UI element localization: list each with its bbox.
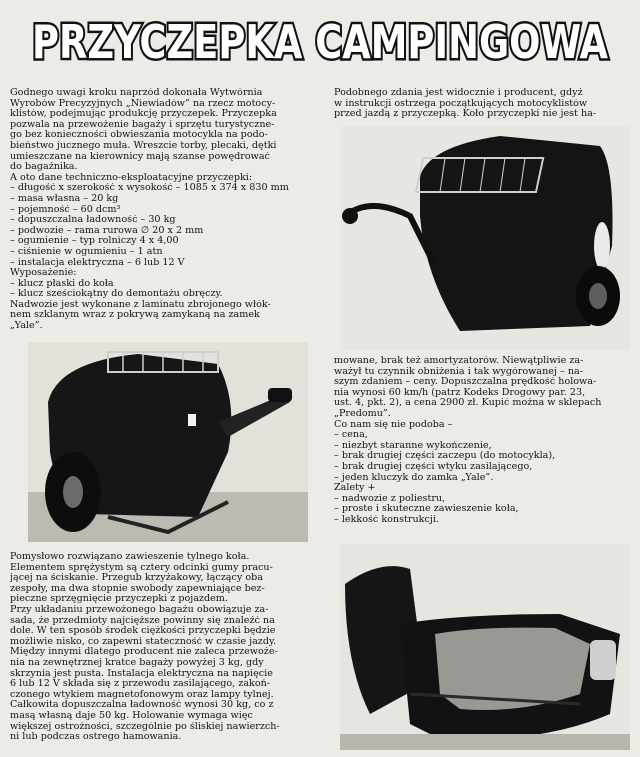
text-line: masą własną daje 50 kg. Holowanie wymaga więc bbox=[10, 710, 253, 721]
text-line: – klucz płaski do koła bbox=[10, 278, 114, 289]
title-text: PRZYCZEPKA CAMPINGOWA bbox=[32, 15, 609, 69]
text-line: Wyposażenie: bbox=[10, 268, 77, 279]
text-line: – lekkość konstrukcji. bbox=[334, 514, 439, 525]
text-line: nem szklanym wraz z pokrywą zamykaną na zamek bbox=[10, 310, 260, 321]
text-line: Elementem sprężystym są cztery odcinki gumy pracu- bbox=[10, 562, 273, 573]
text-line: Między innymi dlatego producent nie zaleca przewoże- bbox=[10, 647, 278, 658]
text-line: klistów, podejmując produkcję przyczepek. Przyczepka bbox=[10, 109, 277, 120]
text-line: czonego wtykiem magnetofonowym oraz lampy tylnej. bbox=[10, 689, 274, 700]
text-line: – jeden kluczyk do zamka „Yale”. bbox=[334, 472, 494, 483]
text-line: Nadwozie jest wykonane z laminatu zbrojonego włók- bbox=[10, 299, 271, 310]
text-line: pieczne sprzęgnięcie przyczepki z pojazdem. bbox=[10, 594, 228, 605]
text-line: – brak drugiej części wtyku zasilającego, bbox=[334, 461, 533, 472]
text-line: ni lub podczas ostrego hamowania. bbox=[10, 732, 182, 743]
text-line: ważył tu czynnik obniżenia i tak wygórowanej – na- bbox=[334, 366, 583, 377]
text-line: bieństwo jucznego muła. Wreszcie torby, plecaki, dętki bbox=[10, 140, 277, 151]
text-line: – proste i skuteczne zawieszenie koła, bbox=[334, 504, 519, 515]
text-line: – ciśnienie w ogumieniu – 1 atn bbox=[10, 246, 163, 257]
text-line: – dopuszczalna ładowność – 30 kg bbox=[10, 215, 176, 226]
left-column-suspension bbox=[10, 552, 312, 743]
text-line: szym zdaniem – ceny. Dopuszczalna prędkość holowa- bbox=[334, 377, 597, 388]
text-line: Całkowita dopuszczalna ładowność wynosi 30 kg, co z bbox=[10, 700, 274, 711]
text-line: A oto dane techniczno-eksploatacyjne przyczepki: bbox=[10, 172, 253, 183]
text-line: – niezbyt staranne wykończenie, bbox=[334, 440, 492, 451]
text-line: – masa własna – 20 kg bbox=[10, 193, 119, 204]
text-line: mowane, brak też amortyzatorów. Niewątpliwie za- bbox=[334, 356, 584, 366]
title-lettering bbox=[28, 8, 612, 70]
text-line: 6 lub 12 V składa się z przewodu zasilającego, zakoń- bbox=[10, 679, 271, 690]
text-line: – ogumienie – typ rolniczy 4 x 4,00 bbox=[10, 236, 179, 247]
trailer-side-photo bbox=[340, 126, 630, 350]
trailer-rear-photo bbox=[28, 342, 308, 542]
text-line: Pomysłowo rozwiązano zawieszenie tylnego koła. bbox=[10, 552, 250, 562]
right-column-verdict bbox=[334, 356, 630, 526]
text-line: zespoły, ma dwa stopnie swobody zapewniające bez- bbox=[10, 583, 265, 594]
text-line: – podwozie – rama rurowa ∅ 20 x 2 mm bbox=[10, 225, 204, 236]
text-line: przed jazdą z przyczepką. Koło przyczepki nie jest ha- bbox=[334, 109, 597, 120]
text-line: Godnego uwagi kroku naprzód dokonała Wytwórnia bbox=[10, 88, 263, 98]
text-line: ust. 4, pkt. 2), a cena 2900 zł. Kupić można w sklepach bbox=[334, 398, 602, 409]
text-line: Wyrobów Precyzyjnych „Niewiadów” na rzecz motocy- bbox=[10, 98, 276, 109]
text-line: „Predomu”. bbox=[334, 408, 391, 419]
left-column-intro bbox=[10, 88, 312, 332]
text-line: sada, że przedmioty najcięższe powinny się znaleźć na bbox=[10, 615, 275, 626]
text-line: umieszczane na kierownicy mają szanse powędrować bbox=[10, 151, 270, 162]
text-line: Podobnego zdania jest widocznie i producent, gdyż bbox=[334, 88, 583, 98]
text-line: nia wynosi 60 km/h (patrz Kodeks Drogowy par. 23, bbox=[334, 387, 586, 398]
trailer-rear-image bbox=[28, 342, 308, 542]
text-line: Przy układaniu przewożonego bagażu obowiązuje za- bbox=[10, 604, 269, 615]
text-line: – długość x szerokość x wysokość – 1085 x 374 x 830 mm bbox=[10, 183, 289, 194]
right-column-intro bbox=[334, 88, 630, 120]
text-line: „Yale”. bbox=[10, 321, 43, 332]
text-line: dole. W ten sposób środek ciężkości przyczepki będzie bbox=[10, 626, 276, 637]
trailer-side-image bbox=[340, 126, 630, 350]
text-line: go bez konieczności obwieszania motocykla na podo- bbox=[10, 130, 268, 141]
text-line: do bagażnika. bbox=[10, 162, 78, 173]
text-line: pozwala na przewożenie bagaży i sprzętu turystyczne- bbox=[10, 119, 275, 130]
trailer-open-lid-image bbox=[340, 544, 630, 750]
text-line: w instrukcji ostrzega początkujących motocyklistów bbox=[334, 98, 588, 109]
text-line: większej ostrożności, szczególnie po śliskiej nawierzch- bbox=[10, 721, 280, 732]
trailer-open-lid-photo bbox=[340, 544, 630, 750]
article-title bbox=[28, 8, 612, 70]
text-line: – pojemność – 60 dcm³ bbox=[10, 204, 121, 215]
text-line: Co nam się nie podoba – bbox=[334, 419, 453, 430]
text-line: – cena, bbox=[334, 430, 368, 441]
text-line: Zalety + bbox=[334, 483, 376, 494]
text-line: – klucz sześciokątny do demontażu obręczy. bbox=[10, 289, 223, 300]
text-line: – brak drugiej części zaczepu (do motocykla), bbox=[334, 451, 556, 462]
text-line: – instalacja elektryczna – 6 lub 12 V bbox=[10, 257, 185, 268]
text-line: nia na zewnętrznej kratce bagaży powyżej 3 kg, gdy bbox=[10, 657, 264, 668]
text-line: – nadwozie z poliestru, bbox=[334, 493, 446, 504]
text-line: możliwie nisko, co zapewni stateczność w czasie jazdy. bbox=[10, 636, 277, 647]
text-line: skrzynia jest pusta. Instalacja elektryczna na napięcie bbox=[10, 668, 273, 679]
text-line: jącej na ściskanie. Przegub krzyżakowy, łączący oba bbox=[10, 573, 263, 584]
